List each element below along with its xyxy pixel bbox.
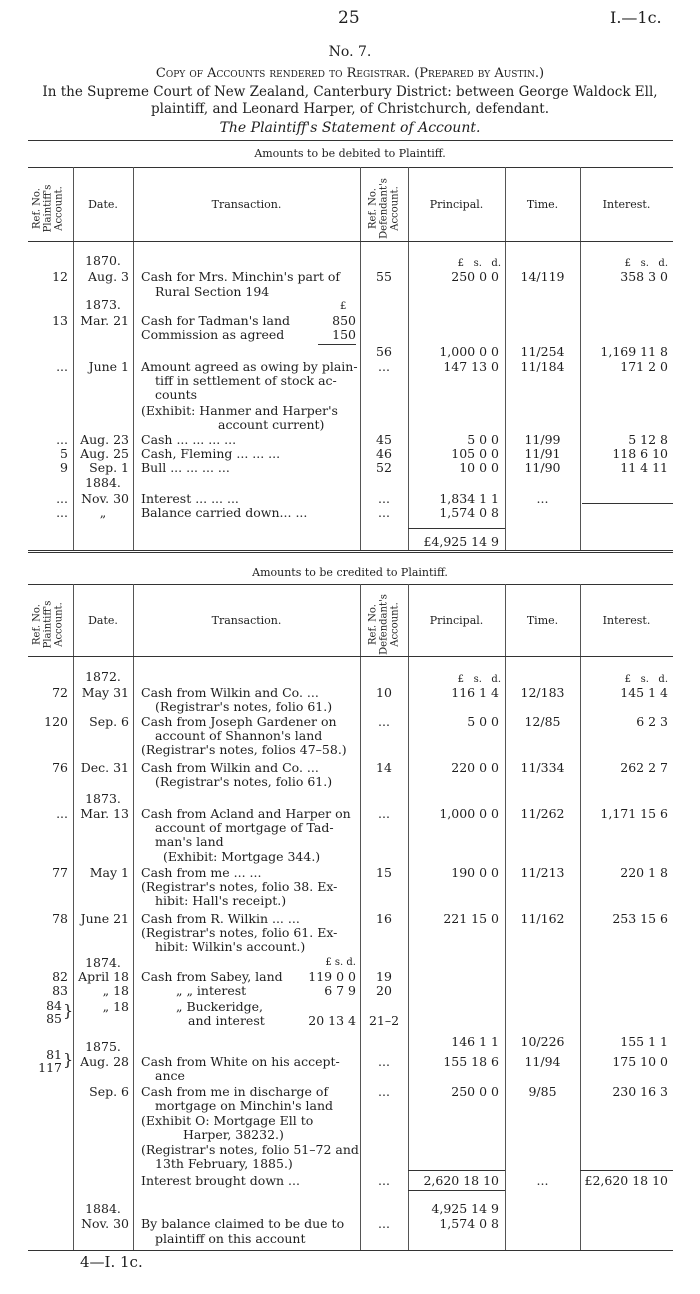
- principal-cell: 1,000 0 0: [439, 344, 499, 359]
- transaction-cell: Cash from me ... ...: [141, 865, 262, 880]
- date-cell: Mar. 13: [80, 806, 129, 821]
- transaction-cell: Rural Section 194: [155, 284, 270, 299]
- interest-rule: [582, 503, 673, 504]
- column-divider: [133, 584, 134, 1250]
- col-principal: Principal.: [429, 198, 484, 211]
- defendant-ref-cell: ...: [378, 714, 390, 729]
- total-rule: [408, 528, 505, 529]
- rule: [28, 140, 673, 141]
- page-number: 25: [338, 8, 360, 28]
- transaction-cell: 13th February, 1885.): [155, 1156, 293, 1171]
- ref-cell: ...: [56, 505, 68, 520]
- defendant-ref-cell: 56: [376, 344, 392, 359]
- year-label: 1884.: [85, 475, 121, 490]
- ref-cell: 77: [52, 865, 68, 880]
- principal-cell: 1,574 0 8: [439, 1216, 499, 1231]
- rule: [28, 584, 673, 585]
- defendant-ref-cell: ...: [378, 1216, 390, 1231]
- principal-cell: 116 1 4: [451, 685, 499, 700]
- date-cell: Aug. 25: [80, 446, 129, 461]
- principal-cell: 1,574 0 8: [439, 505, 499, 520]
- transaction-cell: Cash from Wilkin and Co. ...: [141, 760, 319, 775]
- ref-cell: 13: [52, 313, 68, 328]
- principal-cell: 1,834 1 1: [439, 491, 499, 506]
- transaction-cell: Cash for Tadman's land: [141, 313, 291, 328]
- court-line-1: In the Supreme Court of New Zealand, Canterbury District: between George Waldock Ell,: [42, 84, 658, 100]
- ref-cell: 5: [60, 446, 68, 461]
- date-cell: „ 18: [102, 999, 129, 1014]
- date-cell: Nov. 30: [81, 491, 129, 506]
- col-date: Date.: [88, 198, 118, 211]
- time-cell: ...: [536, 491, 549, 506]
- transaction-cell: hibit: Hall's receipt.): [155, 893, 287, 908]
- transaction-cell: (Exhibit O: Mortgage Ell to: [141, 1113, 314, 1128]
- defendant-ref-cell: ...: [378, 1054, 390, 1069]
- year-label: 1872.: [85, 669, 121, 684]
- time-cell: 12/85: [524, 714, 561, 729]
- interest-cell: 230 16 3: [612, 1084, 668, 1099]
- defendant-ref-cell: ...: [378, 806, 390, 821]
- transaction-cell: account current): [218, 417, 325, 432]
- ref-cell: 9: [60, 460, 68, 475]
- transaction-amount: 850: [332, 313, 356, 328]
- document-reference: I.—1c.: [610, 8, 662, 27]
- date-cell: June 21: [80, 911, 129, 926]
- rule: [28, 1250, 673, 1251]
- ref-cell: 12: [52, 269, 68, 284]
- time-cell: 11/254: [520, 344, 565, 359]
- defendant-ref-cell: ...: [378, 1173, 390, 1188]
- date-cell: Sep. 6: [89, 714, 129, 729]
- date-cell: „: [99, 505, 107, 520]
- transaction-cell: Amount agreed as owing by plain-: [141, 359, 358, 374]
- col-time: Time.: [526, 614, 559, 627]
- principal-cell: 146 1 1: [451, 1034, 499, 1049]
- transaction-cell: Cash from R. Wilkin ... ...: [141, 911, 300, 926]
- total-rule: [408, 1190, 505, 1191]
- date-cell: Dec. 31: [80, 760, 129, 775]
- interest-cell: 11 4 11: [620, 460, 668, 475]
- defendant-ref-cell: ...: [378, 491, 390, 506]
- principal-cell: 250 0 0: [451, 1084, 499, 1099]
- court-line-2: plaintiff, and Leonard Harper, of Christchurch, defendant.: [150, 101, 550, 117]
- defendant-ref-cell: 52: [376, 460, 392, 475]
- interest-cell: 358 3 0: [620, 269, 668, 284]
- interest-cell: 5 12 8: [628, 432, 668, 447]
- col-principal: Principal.: [429, 614, 484, 627]
- rule: [28, 241, 673, 242]
- transaction-amount: 6 7 9: [324, 983, 356, 998]
- ref-cell: 84: [46, 998, 62, 1013]
- year-label: 1875.: [85, 1039, 121, 1054]
- transaction-cell: Cash from Joseph Gardener on: [141, 714, 337, 729]
- time-cell: 9/85: [528, 1084, 557, 1099]
- transaction-cell: Interest brought down ...: [141, 1173, 300, 1188]
- time-cell: 11/162: [520, 911, 565, 926]
- interest-cell: 253 15 6: [612, 911, 668, 926]
- year-label: 1870.: [85, 253, 121, 268]
- interest-cell: 262 2 7: [620, 760, 668, 775]
- transaction-cell: „ „ interest: [176, 983, 247, 998]
- interest-cell: 171 2 0: [620, 359, 668, 374]
- transaction-cell: (Exhibit: Hanmer and Harper's: [141, 403, 338, 418]
- ref-cell: 85: [46, 1011, 62, 1026]
- date-cell: Nov. 30: [81, 1216, 129, 1231]
- defendant-ref-cell: 14: [376, 760, 392, 775]
- transaction-cell: hibit: Wilkin's account.): [155, 939, 306, 954]
- interest-total: £2,620 18 10: [584, 1173, 668, 1188]
- year-label: 1884.: [85, 1201, 121, 1216]
- time-cell: 11/334: [520, 760, 565, 775]
- column-divider: [580, 167, 581, 551]
- transaction-amount: 150: [332, 327, 356, 342]
- time-cell: 11/91: [524, 446, 561, 461]
- col-date: Date.: [88, 614, 118, 627]
- defendant-ref-cell: 16: [376, 911, 392, 926]
- section-rule: [28, 550, 673, 553]
- principal-cell: 250 0 0: [451, 269, 499, 284]
- date-cell: Sep. 1: [89, 460, 129, 475]
- time-cell: 14/119: [520, 269, 565, 284]
- rule: [28, 656, 673, 657]
- defendant-ref-cell: 15: [376, 865, 392, 880]
- credit-heading: Amounts to be credited to Plaintiff.: [252, 566, 448, 579]
- transaction-cell: Cash from me in discharge of: [141, 1084, 329, 1099]
- time-cell: 11/94: [524, 1054, 561, 1069]
- date-cell: May 1: [89, 865, 129, 880]
- time-cell: 11/184: [520, 359, 565, 374]
- transaction-cell: (Registrar's notes, folio 51–72 and: [141, 1142, 359, 1157]
- brace-icon: }: [63, 1050, 74, 1069]
- defendant-ref-cell: 46: [376, 446, 392, 461]
- interest-cell: 1,171 15 6: [600, 806, 668, 821]
- pound-sign: £: [340, 301, 347, 312]
- defendant-ref-cell: 55: [376, 269, 392, 284]
- document-title: Copy of Accounts rendered to Registrar. (Prepared by Austin.): [155, 66, 545, 81]
- ref-cell: 81: [46, 1047, 62, 1062]
- defendant-ref-cell: ...: [378, 359, 390, 374]
- time-cell: 11/99: [524, 432, 561, 447]
- date-cell: Aug. 23: [80, 432, 129, 447]
- transaction-cell: „ Buckeridge,: [176, 999, 264, 1014]
- ref-cell: 117: [38, 1060, 62, 1075]
- time-cell: 12/183: [520, 685, 565, 700]
- column-divider: [408, 167, 409, 551]
- transaction-cell: Harper, 38232.): [183, 1127, 284, 1142]
- principal-cell: 5 0 0: [467, 714, 499, 729]
- ref-cell: 76: [52, 760, 68, 775]
- year-label: 1874.: [85, 955, 121, 970]
- principal-cell: 220 0 0: [451, 760, 499, 775]
- interest-cell: 145 1 4: [620, 685, 668, 700]
- transaction-cell: Cash from White on his accept-: [141, 1054, 340, 1069]
- transaction-cell: Cash from Sabey, land: [141, 969, 283, 984]
- lsd-header: £ s. d.: [624, 674, 668, 685]
- transaction-cell: Cash, Fleming ... ... ...: [141, 446, 281, 461]
- defendant-ref-cell: 19: [376, 969, 392, 984]
- statement-title: The Plaintiff's Statement of Account.: [219, 120, 481, 136]
- transaction-cell: Cash from Wilkin and Co. ...: [141, 685, 319, 700]
- col-ref-plaintiff: Ref. No. Plaintiff's Account.: [31, 184, 65, 233]
- date-cell: Aug. 3: [88, 269, 129, 284]
- principal-cell: 147 13 0: [443, 359, 499, 374]
- principal-cell: 4,925 14 9: [431, 1201, 499, 1216]
- date-cell: May 31: [81, 685, 129, 700]
- date-cell: Sep. 6: [89, 1084, 129, 1099]
- col-interest: Interest.: [602, 614, 651, 627]
- column-divider: [408, 584, 409, 1250]
- transaction-cell: tiff in settlement of stock ac-: [155, 373, 337, 388]
- transaction-cell: account of mortgage of Tad-: [155, 820, 334, 835]
- transaction-cell: counts: [155, 387, 198, 402]
- transaction-cell: (Registrar's notes, folio 61.): [155, 774, 333, 789]
- date-cell: April 18: [78, 969, 129, 984]
- transaction-cell: Commission as agreed: [141, 327, 285, 342]
- debit-total: £4,925 14 9: [423, 534, 499, 549]
- transaction-cell: mortgage on Minchin's land: [155, 1098, 334, 1113]
- date-cell: „ 18: [102, 983, 129, 998]
- footer-signature: 4—I. 1c.: [80, 1253, 143, 1271]
- subtotal-rule: [318, 344, 356, 345]
- interest-cell: 175 10 0: [612, 1054, 668, 1069]
- ref-cell: ...: [56, 432, 68, 447]
- interest-cell: 220 1 8: [620, 865, 668, 880]
- year-label: 1873.: [85, 297, 121, 312]
- principal-cell: 10 0 0: [459, 460, 499, 475]
- transaction-cell: By balance claimed to be due to: [141, 1216, 345, 1231]
- transaction-cell: (Registrar's notes, folio 61. Ex-: [141, 925, 338, 940]
- date-cell: Aug. 28: [80, 1054, 129, 1069]
- defendant-ref-cell: 21–2: [368, 1013, 400, 1028]
- transaction-amount: 119 0 0: [308, 969, 356, 984]
- col-ref-plaintiff: Ref. No. Plaintiff's Account.: [31, 600, 65, 649]
- ref-cell: ...: [56, 491, 68, 506]
- col-ref-defendant: Ref. No. Defendant's Account.: [367, 594, 401, 655]
- rule: [28, 167, 673, 168]
- time-cell: 11/262: [520, 806, 565, 821]
- transaction-cell: Cash for Mrs. Minchin's part of: [141, 269, 341, 284]
- ref-cell: ...: [56, 359, 68, 374]
- principal-cell: 2,620 18 10: [423, 1173, 499, 1188]
- transaction-amount: 20 13 4: [308, 1013, 356, 1028]
- col-interest: Interest.: [602, 198, 651, 211]
- transaction-cell: plaintiff on this account: [155, 1231, 306, 1246]
- col-transaction: Transaction.: [211, 614, 282, 627]
- lsd-header: £ s. d.: [457, 674, 501, 685]
- lsd-header: £ s. d.: [624, 258, 668, 269]
- interest-cell: 1,169 11 8: [600, 344, 668, 359]
- interest-cell: 6 2 3: [636, 714, 668, 729]
- time-cell: 10/226: [520, 1034, 565, 1049]
- ref-cell: 78: [52, 911, 68, 926]
- transaction-cell: account of Shannon's land: [155, 728, 323, 743]
- principal-cell: 105 0 0: [451, 446, 499, 461]
- total-rule: [580, 1170, 673, 1171]
- transaction-cell: Bull ... ... ... ...: [141, 460, 230, 475]
- interest-cell: 118 6 10: [612, 446, 668, 461]
- column-divider: [133, 167, 134, 551]
- transaction-cell: ance: [155, 1068, 185, 1083]
- transaction-cell: man's land: [155, 834, 224, 849]
- principal-cell: 190 0 0: [451, 865, 499, 880]
- defendant-ref-cell: ...: [378, 1084, 390, 1099]
- col-ref-defendant: Ref. No. Defendant's Account.: [367, 178, 401, 239]
- lsd-subheader: £ s. d.: [325, 957, 356, 968]
- transaction-cell: (Exhibit: Mortgage 344.): [163, 849, 321, 864]
- column-divider: [580, 584, 581, 1250]
- date-cell: June 1: [88, 359, 129, 374]
- col-time: Time.: [526, 198, 559, 211]
- ref-cell: 120: [44, 714, 68, 729]
- time-cell: ...: [536, 1173, 549, 1188]
- transaction-cell: Cash from Acland and Harper on: [141, 806, 351, 821]
- brace-icon: }: [63, 1001, 74, 1020]
- col-transaction: Transaction.: [211, 198, 282, 211]
- transaction-cell: (Registrar's notes, folios 47–58.): [141, 742, 347, 757]
- transaction-cell: and interest: [188, 1013, 265, 1028]
- time-cell: 11/90: [524, 460, 561, 475]
- defendant-ref-cell: ...: [378, 505, 390, 520]
- lsd-header: £ s. d.: [457, 258, 501, 269]
- time-cell: 11/213: [520, 865, 565, 880]
- defendant-ref-cell: 20: [376, 983, 392, 998]
- principal-cell: 221 15 0: [443, 911, 499, 926]
- transaction-cell: (Registrar's notes, folio 38. Ex-: [141, 879, 338, 894]
- ref-cell: ...: [56, 806, 68, 821]
- interest-cell: 155 1 1: [620, 1034, 668, 1049]
- defendant-ref-cell: 10: [376, 685, 392, 700]
- ref-cell: 82: [52, 969, 68, 984]
- defendant-ref-cell: 45: [376, 432, 392, 447]
- date-cell: Mar. 21: [80, 313, 129, 328]
- year-label: 1873.: [85, 791, 121, 806]
- transaction-cell: (Registrar's notes, folio 61.): [155, 699, 333, 714]
- transaction-cell: Interest ... ... ...: [141, 491, 239, 506]
- transaction-cell: Cash ... ... ... ...: [141, 432, 237, 447]
- ref-cell: 83: [52, 983, 68, 998]
- total-rule: [408, 1170, 505, 1171]
- debit-heading: Amounts to be debited to Plaintiff.: [254, 147, 446, 160]
- principal-cell: 155 18 6: [443, 1054, 499, 1069]
- transaction-cell: Balance carried down... ...: [141, 505, 308, 520]
- document-number: No. 7.: [328, 44, 372, 60]
- principal-cell: 5 0 0: [467, 432, 499, 447]
- ref-cell: 72: [52, 685, 68, 700]
- principal-cell: 1,000 0 0: [439, 806, 499, 821]
